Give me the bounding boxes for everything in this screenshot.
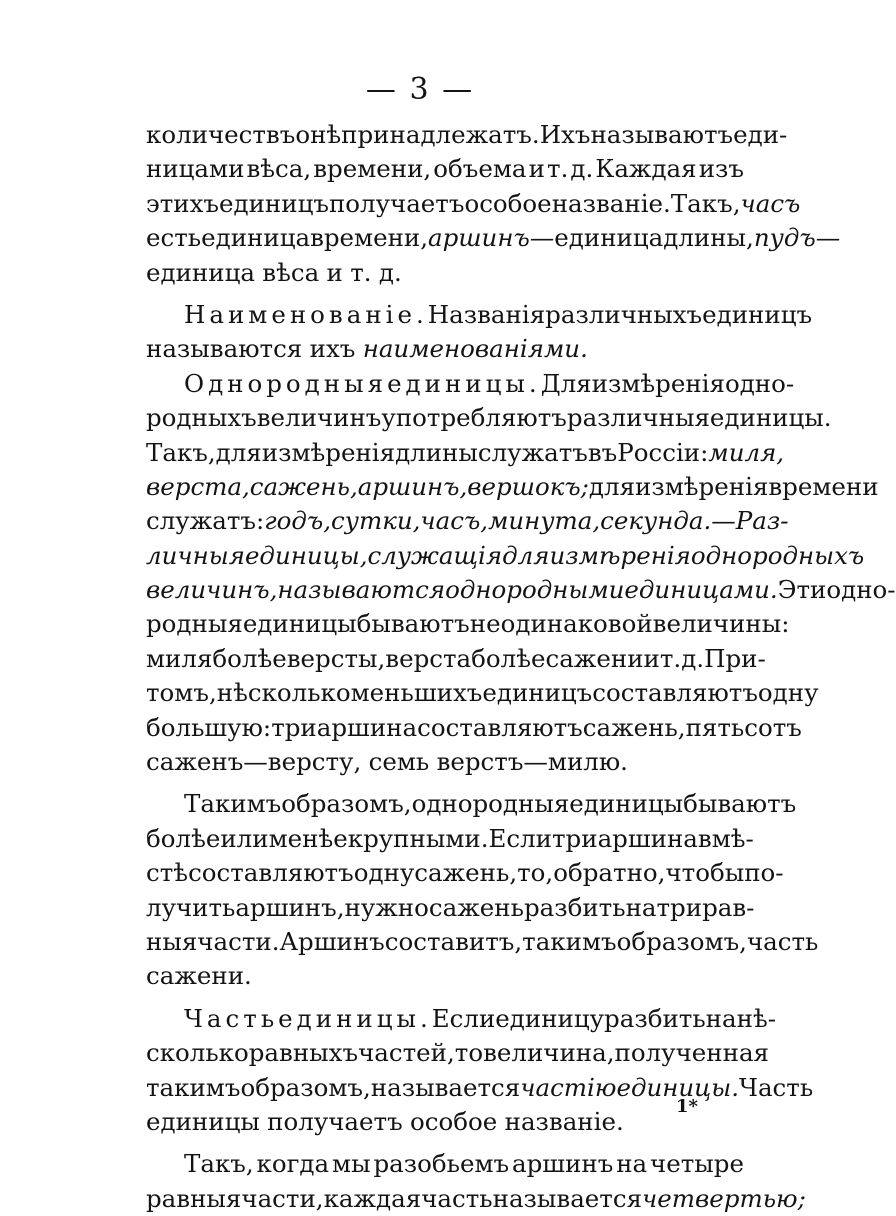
- word: единица: [201, 223, 311, 253]
- text-line: [146, 822, 754, 856]
- word: особое: [464, 188, 552, 218]
- word: верста: [385, 643, 472, 673]
- word: три: [552, 823, 598, 853]
- word: крупными.: [347, 823, 489, 853]
- word: часть: [746, 926, 819, 956]
- word: служатъ: [477, 437, 588, 467]
- word: годъ,: [264, 506, 332, 536]
- word: наименованіями.: [362, 334, 588, 364]
- word: особое: [410, 1106, 498, 1136]
- word: аршинъ—: [428, 223, 555, 253]
- word: измѣренія: [591, 368, 725, 398]
- word: версты,: [286, 643, 386, 673]
- text-line: [146, 1182, 806, 1216]
- word: служащія: [367, 540, 503, 570]
- word: сколько: [146, 1038, 249, 1068]
- word: Такъ,: [146, 437, 216, 467]
- word: единицы,: [244, 540, 368, 570]
- word: и: [326, 257, 343, 287]
- word: названіе.: [504, 1106, 624, 1136]
- word: сажени.: [146, 961, 252, 991]
- word: въ: [587, 437, 618, 467]
- word: служатъ:: [146, 506, 265, 536]
- word: не: [469, 609, 501, 639]
- word: д.: [378, 257, 402, 287]
- word: аршинъ: [512, 1149, 614, 1179]
- word: ныя: [146, 926, 198, 956]
- word: Россіи:: [617, 437, 709, 467]
- word: единицы.: [278, 1003, 432, 1033]
- text-line: [146, 959, 744, 993]
- word: три: [656, 892, 703, 922]
- word: разбить: [604, 1003, 706, 1033]
- word: такимъ: [146, 1072, 241, 1102]
- word: часъ: [740, 188, 801, 218]
- text-line: [146, 332, 744, 366]
- word: чтобы: [665, 858, 745, 888]
- word: называются: [146, 334, 303, 364]
- word: Однородныя: [184, 368, 388, 398]
- word: Если: [431, 1003, 496, 1033]
- word: еди-: [733, 120, 788, 149]
- word: равныхъ: [248, 1038, 359, 1068]
- word: четвертью;: [642, 1183, 806, 1213]
- word: величинъ,: [146, 575, 278, 605]
- text-line: [146, 187, 801, 221]
- word: ницами: [146, 154, 245, 184]
- word: называется: [370, 1072, 521, 1102]
- word: величина,: [483, 1038, 615, 1068]
- word: единицъ: [702, 299, 813, 329]
- word: называются: [277, 575, 446, 605]
- word: пудъ—: [753, 223, 841, 253]
- word: разбить: [523, 892, 626, 922]
- word: единицъ: [219, 188, 329, 218]
- word: употребляютъ: [381, 403, 567, 433]
- word: родныя: [146, 609, 243, 639]
- text-line: [146, 1002, 776, 1036]
- word: Раз-: [735, 506, 789, 536]
- page-number: — 3 —: [365, 72, 475, 107]
- word: т.: [547, 154, 569, 184]
- word: лучить: [146, 892, 236, 922]
- word: сажень: [428, 892, 524, 922]
- word: аршинъ,: [235, 892, 345, 922]
- word: родныхъ: [146, 403, 257, 433]
- word: на: [705, 1003, 737, 1033]
- word: При-: [704, 643, 766, 673]
- word: то: [454, 1038, 484, 1068]
- word: менѣе: [268, 823, 348, 853]
- word: обратно,: [553, 858, 666, 888]
- word: образомъ,: [240, 1072, 371, 1102]
- text-line: [146, 1036, 770, 1070]
- word: единицами.: [624, 575, 778, 605]
- word: на: [625, 892, 657, 922]
- word: Наименованіе.: [184, 299, 428, 329]
- word: три: [271, 712, 317, 742]
- word: названіе.: [551, 188, 671, 218]
- word: частію: [520, 1072, 617, 1102]
- word: равныя: [146, 1183, 242, 1213]
- word: личныя: [146, 540, 245, 570]
- word: на: [616, 1149, 648, 1179]
- word: секунда.: [600, 506, 712, 536]
- word: Такимъ: [184, 789, 282, 819]
- word: называютъ: [590, 120, 734, 149]
- word: аршинъ,: [357, 471, 468, 501]
- word: различныя: [566, 403, 710, 433]
- word: д.: [681, 643, 705, 673]
- word: этихъ: [146, 188, 220, 218]
- word: д.: [570, 154, 594, 184]
- word: единицы.: [709, 403, 832, 433]
- word: и: [528, 154, 545, 184]
- word: составляютъ: [188, 858, 354, 888]
- word: единицу: [495, 1003, 605, 1033]
- word: получаетъ: [328, 188, 465, 218]
- word: однородныя: [411, 789, 570, 819]
- word: единицы: [146, 1106, 260, 1136]
- word: различныхъ: [545, 299, 703, 329]
- text-line: [146, 642, 766, 676]
- text-line: [146, 787, 797, 821]
- word: вмѣ-: [697, 823, 754, 853]
- text-line: [146, 118, 788, 152]
- text-line: [146, 856, 784, 890]
- text-line: [146, 298, 813, 332]
- word: т.: [659, 643, 682, 673]
- word: бываютъ: [683, 789, 797, 819]
- word: нѣсколько: [216, 678, 351, 708]
- word: части,: [241, 1183, 324, 1213]
- word: единицы.: [387, 368, 541, 398]
- text-line: [146, 504, 789, 538]
- word: Такъ,: [184, 1149, 254, 1179]
- word: измѣренія: [549, 540, 691, 570]
- text-line: [146, 745, 744, 779]
- text-line: [146, 436, 785, 470]
- text-line: [146, 1071, 814, 1105]
- word: большую:: [146, 712, 272, 742]
- word: одинаковой: [500, 609, 653, 639]
- word: Ихъ: [539, 120, 591, 149]
- word: для: [502, 540, 550, 570]
- word: пятьсотъ: [685, 712, 802, 742]
- word: времени: [768, 471, 879, 501]
- word: нѣ-: [736, 1003, 776, 1033]
- printer-signature: 1*: [676, 1096, 698, 1117]
- text-line: [146, 891, 755, 925]
- word: такимъ: [522, 926, 617, 956]
- word: миля: [146, 643, 213, 673]
- word: единицъ: [482, 678, 593, 708]
- text-line: [146, 539, 865, 573]
- word: верстъ—милю.: [436, 747, 628, 777]
- word: одно-: [724, 368, 795, 398]
- word: принадлежатъ.: [341, 120, 540, 149]
- word: Для: [540, 368, 592, 398]
- word: сутки,: [331, 506, 421, 536]
- word: образомъ,: [616, 926, 747, 956]
- word: времени,: [310, 223, 429, 253]
- word: единица: [146, 257, 255, 287]
- word: верста,: [146, 471, 250, 501]
- word: сажени: [545, 643, 644, 673]
- word: сажень,: [414, 858, 518, 888]
- word: частей,: [358, 1038, 455, 1068]
- word: болѣе: [471, 643, 546, 673]
- word: Названія: [427, 299, 546, 329]
- word: получаетъ: [267, 1106, 403, 1136]
- word: разобьемъ: [373, 1149, 510, 1179]
- word: однородными: [445, 575, 625, 605]
- word: Аршинъ: [279, 926, 385, 956]
- word: единицы: [242, 609, 357, 639]
- word: единицы: [569, 789, 684, 819]
- word: образомъ,: [281, 789, 412, 819]
- word: вершокъ;: [467, 471, 589, 501]
- word: есть: [146, 223, 202, 253]
- word: единица: [554, 223, 664, 253]
- word: минута,: [488, 506, 601, 536]
- text-line: [146, 711, 802, 745]
- text-line: [146, 256, 744, 290]
- word: и: [643, 643, 660, 673]
- word: рав-: [702, 892, 755, 922]
- text-line: [146, 401, 832, 435]
- text-line: [146, 573, 896, 607]
- word: объема: [433, 154, 527, 184]
- word: для: [215, 437, 262, 467]
- word: нужно: [344, 892, 429, 922]
- text-line: [146, 470, 879, 504]
- word: вѣса,: [246, 154, 312, 184]
- text-line: [146, 607, 790, 641]
- word: мы: [332, 1149, 371, 1179]
- word: величины:: [652, 609, 790, 639]
- word: онѣ: [295, 120, 342, 149]
- word: или: [220, 823, 269, 853]
- word: изъ: [698, 154, 744, 184]
- word: одно-: [826, 575, 896, 605]
- word: саженъ—версту,: [146, 747, 362, 777]
- text-line: [146, 676, 819, 710]
- word: меньшихъ: [350, 678, 483, 708]
- word: Часть: [184, 1003, 279, 1033]
- word: ихъ: [309, 334, 356, 364]
- word: количествъ: [146, 120, 296, 149]
- word: составитъ,: [384, 926, 523, 956]
- word: то,: [517, 858, 554, 888]
- word: —: [711, 506, 736, 536]
- text-line: [146, 1105, 744, 1139]
- word: часъ,: [420, 506, 489, 536]
- word: Эти: [777, 575, 827, 605]
- word: длины: [395, 437, 478, 467]
- word: т.: [350, 257, 372, 287]
- word: бываютъ: [356, 609, 470, 639]
- word: вѣса: [262, 257, 320, 287]
- word: времени,: [313, 154, 432, 184]
- word: Если: [488, 823, 552, 853]
- word: измѣренія: [261, 437, 396, 467]
- word: каждая: [323, 1183, 422, 1213]
- word: стѣ: [146, 858, 189, 888]
- word: однородныхъ: [690, 540, 865, 570]
- word: Такъ,: [670, 188, 741, 218]
- word: единицы.: [616, 1072, 740, 1102]
- text-line: [146, 1147, 744, 1181]
- text-line: [146, 925, 819, 959]
- word: семь: [368, 747, 430, 777]
- word: сажень,: [249, 471, 358, 501]
- word: одну: [353, 858, 415, 888]
- text-line: [146, 367, 795, 401]
- word: составляютъ: [592, 678, 758, 708]
- word: миля,: [708, 437, 785, 467]
- word: составляютъ: [417, 712, 583, 742]
- word: для: [588, 471, 636, 501]
- word: части.: [197, 926, 280, 956]
- text-line: [146, 221, 841, 255]
- word: Часть: [739, 1072, 814, 1102]
- word: величинъ: [256, 403, 382, 433]
- word: болѣе: [146, 823, 221, 853]
- word: по-: [744, 858, 784, 888]
- word: часть: [421, 1183, 493, 1213]
- word: полученная: [614, 1038, 770, 1068]
- word: болѣе: [212, 643, 287, 673]
- word: Каждая: [595, 154, 697, 184]
- text-line: [146, 152, 744, 186]
- word: длины,: [663, 223, 754, 253]
- word: называется: [492, 1183, 643, 1213]
- word: измѣренія: [635, 471, 769, 501]
- word: аршина: [597, 823, 698, 853]
- word: томъ,: [146, 678, 217, 708]
- word: аршина: [316, 712, 418, 742]
- word: одну: [757, 678, 819, 708]
- word: сажень,: [582, 712, 686, 742]
- word: четыре: [650, 1149, 744, 1179]
- body-text: [146, 118, 896, 1216]
- word: когда: [256, 1149, 330, 1179]
